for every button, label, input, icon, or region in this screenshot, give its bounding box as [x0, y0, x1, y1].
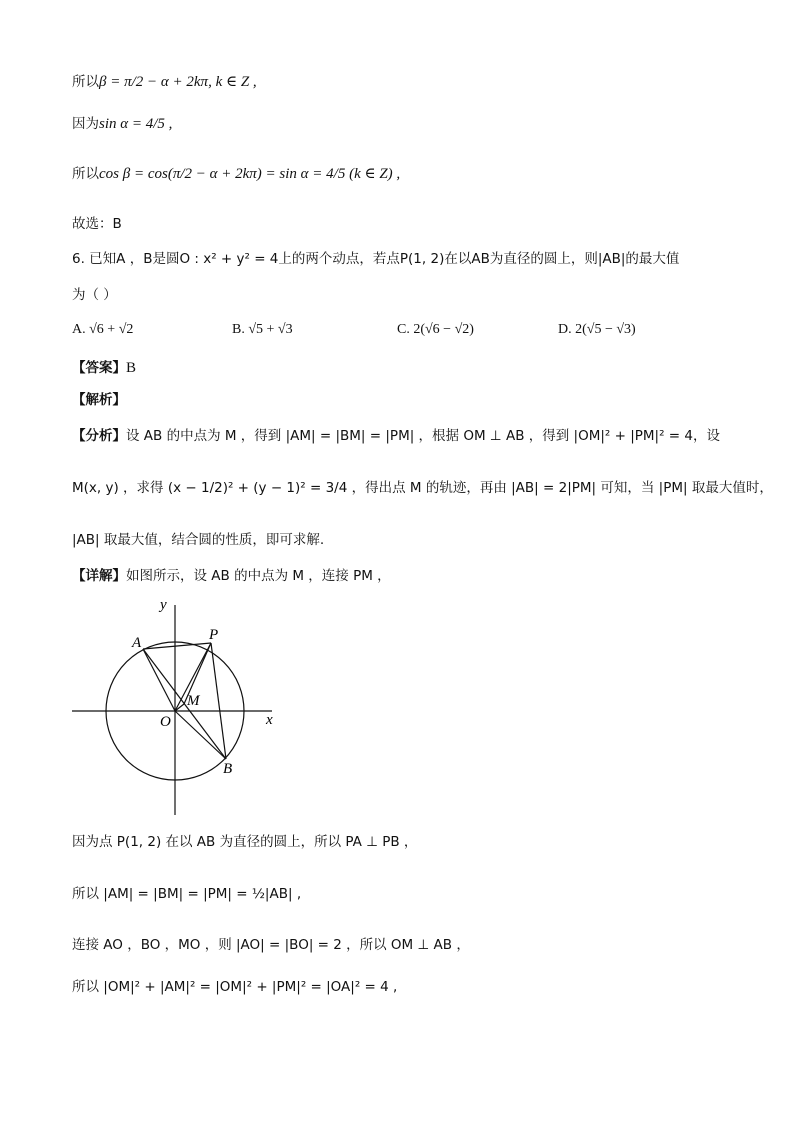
fenxi-label: 【分析】	[72, 428, 126, 444]
answer-value: B	[126, 360, 137, 376]
step-1: 因为点 P(1, 2) 在以 AB 为直径的圆上，所以 PA ⊥ PB ，	[72, 834, 418, 850]
xiangjie-line1	[72, 566, 391, 586]
question-6-line1: 6. 已知A ，B是圆O : x² + y² = 4上的两个动点，若点P(1, 2)在以AB为直径的圆上，则|AB|的最大值	[72, 251, 680, 267]
option-b: B. √5 + √3	[232, 322, 293, 337]
formula-cos: cos β = cos(π/2 − α + 2kπ) = sin α = 4/5 (k ∈ Z) ,	[99, 166, 401, 182]
step-3: 连接 AO ，BO ，MO ，则 |AO| = |BO| = 2 ，所以 OM ⊥ AB ，	[72, 937, 470, 953]
fenxi-line1	[72, 426, 720, 446]
xiangjie-label: 【详解】	[72, 568, 126, 584]
option-d: D. 2(√5 − √3)	[558, 322, 636, 337]
step-2: 所以 |AM| = |BM| = |PM| = ½|AB| ,	[72, 886, 302, 902]
option-a: A. √6 + √2	[72, 322, 134, 337]
label-b: B	[223, 761, 233, 777]
option-c: C. 2(√6 − √2)	[397, 322, 474, 337]
analysis-label: 【解析】	[72, 392, 126, 408]
answer-line	[72, 358, 136, 378]
line-beta	[72, 72, 257, 92]
question-6-line2: 为（ ）	[72, 287, 117, 303]
line-prefix: 所以	[72, 74, 99, 90]
label-a: A	[132, 635, 142, 651]
label-x: x	[266, 712, 273, 728]
formula-beta: β = π/2 − α + 2kπ, k ∈ Z ,	[99, 74, 257, 90]
choose-answer: 故选：B	[72, 216, 122, 232]
label-m: M	[187, 693, 200, 709]
label-o: O	[160, 714, 171, 730]
step-4: 所以 |OM|² + |AM|² = |OM|² + |PM|² = |OA|² = 4 ,	[72, 979, 398, 995]
fenxi-line3: |AB| 取最大值，结合圆的性质，即可求解.	[72, 532, 325, 548]
line-prefix: 因为	[72, 116, 99, 132]
segment-ob	[175, 711, 226, 759]
formula-sin: sin α = 4/5 ,	[99, 116, 173, 132]
xiangjie-text: 如图所示，设 AB 的中点为 M ，连接 PM ，	[126, 568, 391, 584]
fenxi-text: 设 AB 的中点为 M ，得到 |AM| = |BM| = |PM| ，根据 OM ⊥ AB ，得到 |OM|² + |PM|² = 4，设	[126, 428, 720, 444]
line-cos	[72, 164, 400, 184]
answer-label: 【答案】	[72, 360, 126, 376]
geometry-figure	[72, 595, 292, 824]
line-prefix: 所以	[72, 166, 99, 182]
line-sin	[72, 114, 172, 134]
label-p: P	[209, 627, 219, 643]
circle-diagram	[72, 595, 292, 820]
fenxi-line2: M(x, y) ，求得 (x − 1/2)² + (y − 1)² = 3/4 ，得出点 M 的轨迹，再由 |AB| = 2|PM| 可知，当 |PM| 取最大值时，	[72, 480, 773, 496]
label-y: y	[160, 597, 167, 613]
segment-oa	[143, 649, 175, 711]
